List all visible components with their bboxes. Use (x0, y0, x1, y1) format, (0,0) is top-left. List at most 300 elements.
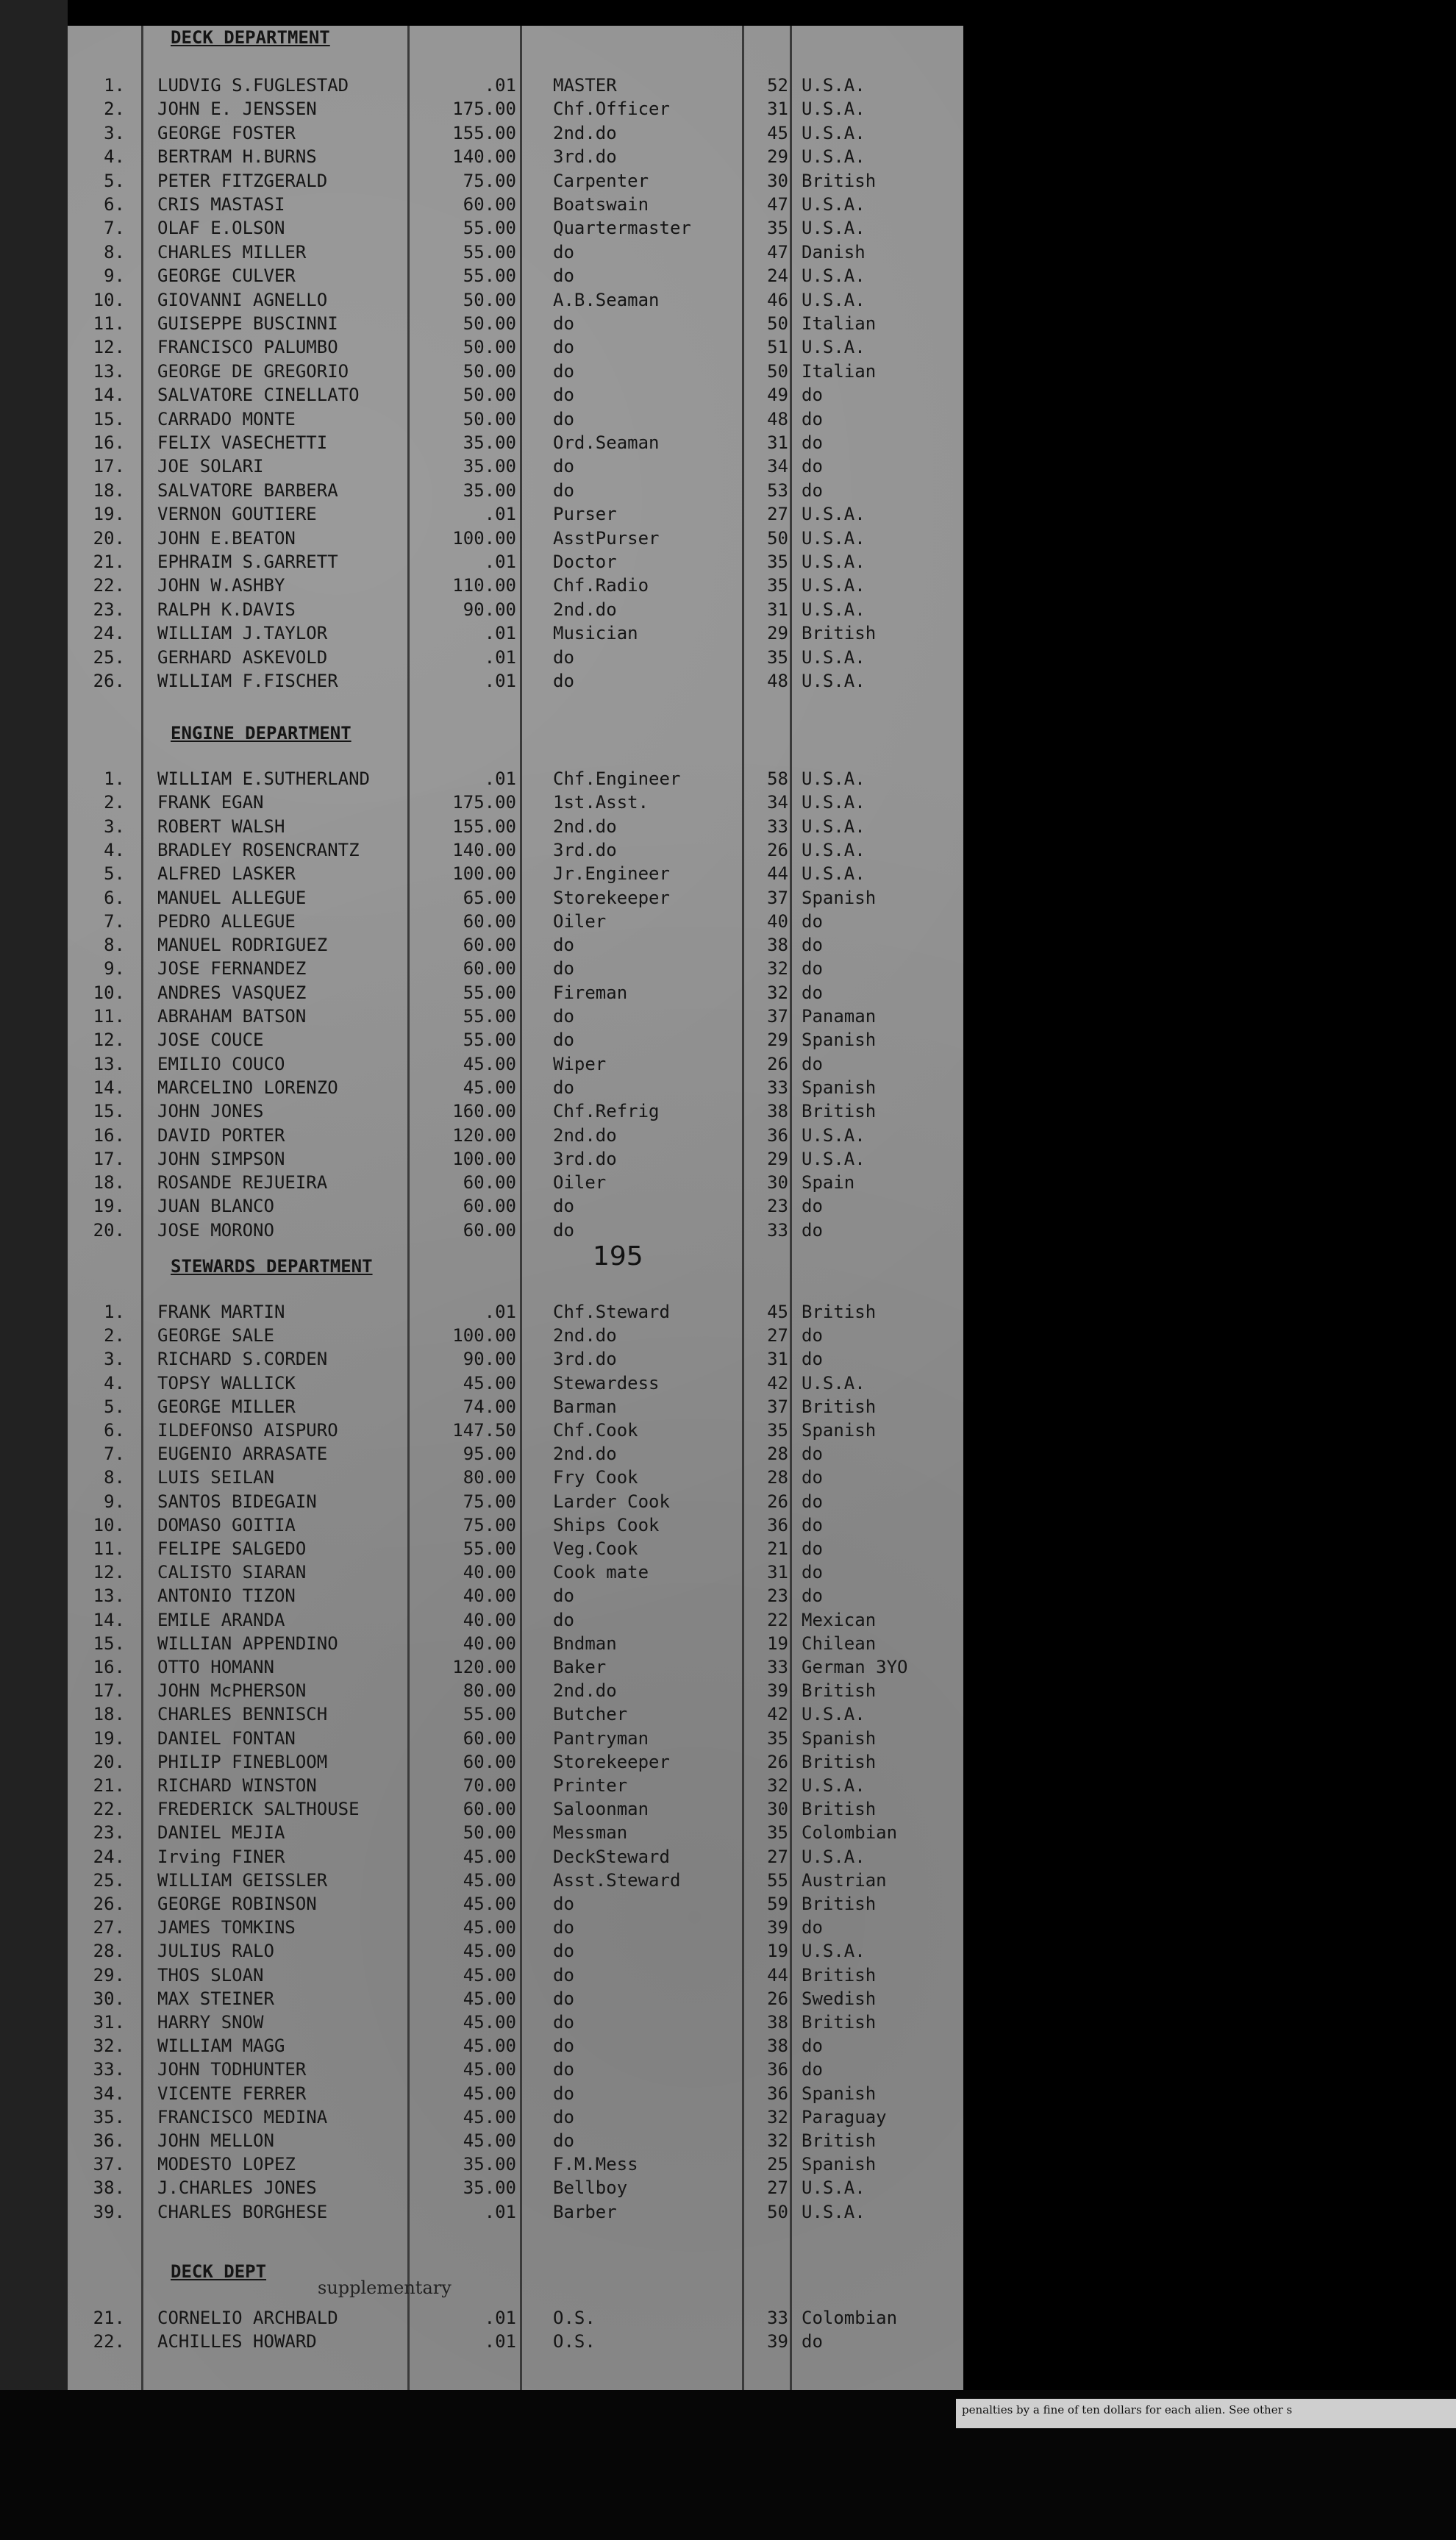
age: 36 (767, 2083, 788, 2104)
age: 33 (767, 1220, 788, 1241)
wage: 45.00 (463, 1917, 516, 1938)
rank: Purser (553, 504, 617, 524)
nationality: U.S.A. (802, 290, 866, 310)
nationality: British (802, 1894, 877, 1914)
wage: 50.00 (463, 361, 516, 382)
nationality: British (802, 2130, 877, 2151)
row-number: 32. (93, 2036, 125, 2056)
table-row (68, 1965, 963, 1987)
wage: 95.00 (463, 1444, 516, 1464)
table-row (68, 1515, 963, 1537)
crew-name: GEORGE FOSTER (157, 123, 296, 143)
crew-name: THOS SLOAN (157, 1965, 264, 1986)
wage: 45.00 (463, 1077, 516, 1098)
row-number: 29. (93, 1965, 125, 1986)
row-number: 18. (93, 480, 125, 501)
wage: .01 (484, 2308, 516, 2328)
table-row (68, 2036, 963, 2058)
age: 35 (767, 575, 788, 596)
wage: 50.00 (463, 290, 516, 310)
crew-name: PHILIP FINEBLOOM (157, 1752, 328, 1772)
wage: .01 (484, 671, 516, 691)
age: 34 (767, 792, 788, 813)
table-row (68, 552, 963, 574)
nationality: do (802, 1515, 823, 1535)
rank: 2nd.do (553, 1125, 617, 1146)
wage: 110.00 (452, 575, 516, 596)
wage: 55.00 (463, 1538, 516, 1559)
rank: Veg.Cook (553, 1538, 638, 1559)
age: 55 (767, 1870, 788, 1891)
nationality: U.S.A. (802, 1125, 866, 1146)
nationality: U.S.A. (802, 647, 866, 668)
crew-name: RALPH K.DAVIS (157, 599, 296, 620)
nationality: Swedish (802, 1988, 877, 2009)
wage: 160.00 (452, 1101, 516, 1121)
crew-name: HARRY SNOW (157, 2012, 264, 2033)
row-number: 6. (104, 888, 125, 908)
wage: .01 (484, 623, 516, 643)
row-number: 3. (104, 816, 125, 837)
row-number: 33. (93, 2059, 125, 2080)
wage: 75.00 (463, 1491, 516, 1512)
age: 34 (767, 456, 788, 477)
age: 42 (767, 1704, 788, 1724)
rank: Barman (553, 1396, 617, 1417)
rank: Doctor (553, 552, 617, 572)
section-header: ENGINE DEPARTMENT (171, 723, 351, 743)
crew-name: GEORGE CULVER (157, 265, 296, 286)
rank: Boatswain (553, 194, 649, 215)
nationality: do (802, 1054, 823, 1074)
age: 45 (767, 123, 788, 143)
rank: do (553, 2083, 574, 2104)
wage: 45.00 (463, 1941, 516, 1961)
table-row (68, 840, 963, 862)
crew-name: WILLIAN APPENDINO (157, 1633, 338, 1654)
nationality: do (802, 456, 823, 477)
rank: DeckSteward (553, 1847, 670, 1867)
crew-name: GIOVANNI AGNELLO (157, 290, 328, 310)
table-row (68, 2331, 963, 2353)
row-number: 18. (93, 1172, 125, 1193)
row-number: 10. (93, 290, 125, 310)
rank: 2nd.do (553, 1325, 617, 1346)
row-number: 15. (93, 1633, 125, 1654)
nationality: U.S.A. (802, 792, 866, 813)
nationality: U.S.A. (802, 1941, 866, 1961)
crew-name: FRANCISCO MEDINA (157, 2107, 328, 2127)
rank: Messman (553, 1822, 628, 1843)
row-number: 21. (93, 2308, 125, 2328)
age: 24 (767, 265, 788, 286)
nationality: do (802, 1467, 823, 1488)
row-number: 23. (93, 1822, 125, 1843)
footnote-text: penalties by a fine of ten dollars for each alien. See other s (962, 2403, 1293, 2416)
age: 30 (767, 1172, 788, 1193)
table-row (68, 1172, 963, 1194)
nationality: U.S.A. (802, 146, 866, 167)
table-row (68, 2177, 963, 2200)
crew-name: OLAF E.OLSON (157, 218, 285, 238)
nationality: British (802, 1752, 877, 1772)
table-row (68, 1728, 963, 1750)
crew-name: WILLIAM J.TAYLOR (157, 623, 328, 643)
row-number: 7. (104, 218, 125, 238)
age: 58 (767, 768, 788, 789)
table-row (68, 1799, 963, 1821)
table-row (68, 1633, 963, 1655)
nationality: U.S.A. (802, 840, 866, 860)
age: 27 (767, 1325, 788, 1346)
row-number: 17. (93, 456, 125, 477)
rank: do (553, 1917, 574, 1938)
age: 59 (767, 1894, 788, 1914)
age: 39 (767, 2331, 788, 2352)
table-row (68, 1752, 963, 1774)
rank: 3rd.do (553, 840, 617, 860)
row-number: 15. (93, 1101, 125, 1121)
table-row (68, 2059, 963, 2081)
crew-name: DANIEL FONTAN (157, 1728, 296, 1749)
wage: .01 (484, 2202, 516, 2222)
age: 28 (767, 1467, 788, 1488)
row-number: 22. (93, 1799, 125, 1819)
age: 25 (767, 2154, 788, 2175)
table-row (68, 1870, 963, 1892)
rank: do (553, 1965, 574, 1986)
table-row (68, 194, 963, 216)
nationality: U.S.A. (802, 218, 866, 238)
row-number: 5. (104, 1396, 125, 1417)
section-header: DECK DEPT (171, 2261, 267, 2282)
wage: 120.00 (452, 1657, 516, 1677)
age: 44 (767, 1965, 788, 1986)
crew-name: WILLIAM MAGG (157, 2036, 285, 2056)
wage: 74.00 (463, 1396, 516, 1417)
rank: 3rd.do (553, 1349, 617, 1369)
crew-name: JOHN SIMPSON (157, 1149, 285, 1169)
row-number: 13. (93, 1585, 125, 1606)
age: 39 (767, 1917, 788, 1938)
row-number: 15. (93, 409, 125, 429)
table-row (68, 1822, 963, 1844)
age: 36 (767, 2059, 788, 2080)
row-number: 10. (93, 1515, 125, 1535)
row-number: 13. (93, 1054, 125, 1074)
crew-name: VICENTE FERRER (157, 2083, 307, 2104)
table-row (68, 1420, 963, 1442)
wage: 60.00 (463, 1728, 516, 1749)
age: 39 (767, 1680, 788, 1701)
crew-name: MODESTO LOPEZ (157, 2154, 296, 2175)
wage: 45.00 (463, 1965, 516, 1986)
wage: 140.00 (452, 840, 516, 860)
table-row (68, 218, 963, 240)
crew-name: JOSE MORONO (157, 1220, 274, 1241)
table-row (68, 1444, 963, 1466)
age: 19 (767, 1633, 788, 1654)
rank: Musician (553, 623, 638, 643)
rank: Jr.Engineer (553, 863, 670, 884)
row-number: 26. (93, 1894, 125, 1914)
nationality: U.S.A. (802, 1704, 866, 1724)
wage: 60.00 (463, 958, 516, 979)
age: 36 (767, 1125, 788, 1146)
wage: 40.00 (463, 1610, 516, 1630)
age: 48 (767, 671, 788, 691)
table-row (68, 1302, 963, 1324)
age: 35 (767, 1420, 788, 1441)
age: 23 (767, 1585, 788, 1606)
crew-name: GEORGE ROBINSON (157, 1894, 317, 1914)
age: 32 (767, 2130, 788, 2151)
crew-name: JOHN E.BEATON (157, 528, 296, 549)
nationality: British (802, 1101, 877, 1121)
row-number: 1. (104, 768, 125, 789)
row-number: 6. (104, 194, 125, 215)
wage: 80.00 (463, 1467, 516, 1488)
table-row (68, 123, 963, 145)
row-number: 17. (93, 1680, 125, 1701)
table-row (68, 1149, 963, 1171)
table-row (68, 456, 963, 478)
row-number: 18. (93, 1704, 125, 1724)
age: 49 (767, 385, 788, 405)
age: 26 (767, 1491, 788, 1512)
row-number: 7. (104, 1444, 125, 1464)
crew-name: LUDVIG S.FUGLESTAD (157, 75, 349, 96)
row-number: 2. (104, 1325, 125, 1346)
table-row (68, 768, 963, 791)
rank: Pantryman (553, 1728, 649, 1749)
table-row (68, 385, 963, 407)
rank: Carpenter (553, 171, 649, 191)
wage: 100.00 (452, 528, 516, 549)
nationality: do (802, 2059, 823, 2080)
nationality: Mexican (802, 1610, 877, 1630)
rank: do (553, 480, 574, 501)
rank: MASTER (553, 75, 617, 96)
age: 38 (767, 2012, 788, 2033)
nationality: do (802, 409, 823, 429)
left-border-strip (0, 0, 68, 2390)
age: 29 (767, 146, 788, 167)
rank: do (553, 265, 574, 286)
nationality: U.S.A. (802, 1847, 866, 1867)
crew-name: JOHN E. JENSSEN (157, 99, 317, 119)
wage: 80.00 (463, 1680, 516, 1701)
nationality: U.S.A. (802, 504, 866, 524)
rank: do (553, 1585, 574, 1606)
rank: Printer (553, 1775, 628, 1796)
nationality: do (802, 2331, 823, 2352)
wage: 100.00 (452, 863, 516, 884)
rank: Asst.Steward (553, 1870, 681, 1891)
table-row (68, 480, 963, 502)
table-row (68, 1125, 963, 1147)
row-number: 24. (93, 1847, 125, 1867)
wage: .01 (484, 2331, 516, 2352)
age: 47 (767, 242, 788, 263)
row-number: 12. (93, 337, 125, 357)
rank: do (553, 242, 574, 263)
wage: 175.00 (452, 99, 516, 119)
crew-name: Irving FINER (157, 1847, 285, 1867)
nationality: do (802, 935, 823, 955)
age: 50 (767, 2202, 788, 2222)
rank: do (553, 935, 574, 955)
rank: 2nd.do (553, 599, 617, 620)
age: 38 (767, 2036, 788, 2056)
wage: 55.00 (463, 1030, 516, 1050)
crew-name: SANTOS BIDEGAIN (157, 1491, 317, 1512)
crew-name: CALISTO SIARAN (157, 1562, 307, 1583)
row-number: 20. (93, 1752, 125, 1772)
age: 31 (767, 599, 788, 620)
crew-name: WILLIAM F.FISCHER (157, 671, 338, 691)
crew-name: MARCELINO LORENZO (157, 1077, 338, 1098)
table-row (68, 1030, 963, 1052)
rank: do (553, 1941, 574, 1961)
table-row (68, 1101, 963, 1123)
rank: do (553, 671, 574, 691)
age: 23 (767, 1196, 788, 1216)
crew-name: VERNON GOUTIERE (157, 504, 317, 524)
table-row (68, 99, 963, 121)
rank: 2nd.do (553, 816, 617, 837)
age: 52 (767, 75, 788, 96)
table-row (68, 1467, 963, 1489)
wage: 100.00 (452, 1325, 516, 1346)
row-number: 16. (93, 1125, 125, 1146)
nationality: Panaman (802, 1006, 877, 1027)
nationality: do (802, 982, 823, 1003)
table-row (68, 1657, 963, 1679)
age: 33 (767, 816, 788, 837)
table-row (68, 337, 963, 359)
crew-name: JOHN W.ASHBY (157, 575, 285, 596)
row-number: 6. (104, 1420, 125, 1441)
row-number: 21. (93, 1775, 125, 1796)
wage: 155.00 (452, 816, 516, 837)
table-row (68, 599, 963, 621)
table-row (68, 1006, 963, 1028)
wage: 100.00 (452, 1149, 516, 1169)
row-number: 20. (93, 528, 125, 549)
nationality: Spanish (802, 1420, 877, 1441)
table-row (68, 290, 963, 312)
table-row (68, 1077, 963, 1099)
crew-name: OTTO HOMANN (157, 1657, 274, 1677)
wage: .01 (484, 1302, 516, 1322)
row-number: 4. (104, 1373, 125, 1394)
age: 37 (767, 1006, 788, 1027)
nationality: German 3YO (802, 1657, 908, 1677)
crew-name: JOSE COUCE (157, 1030, 264, 1050)
rank: Wiper (553, 1054, 607, 1074)
row-number: 34. (93, 2083, 125, 2104)
crew-name: CRIS MASTASI (157, 194, 285, 215)
rank: do (553, 2130, 574, 2151)
rank: do (553, 1006, 574, 1027)
rank: do (553, 2059, 574, 2080)
age: 33 (767, 1077, 788, 1098)
row-number: 5. (104, 171, 125, 191)
wage: 45.00 (463, 1870, 516, 1891)
crew-name: ANDRES VASQUEZ (157, 982, 307, 1003)
row-number: 22. (93, 575, 125, 596)
crew-name: TOPSY WALLICK (157, 1373, 296, 1394)
wage: 35.00 (463, 432, 516, 453)
rank: do (553, 2036, 574, 2056)
crew-name: JOSE FERNANDEZ (157, 958, 307, 979)
table-row (68, 146, 963, 168)
wage: 147.50 (452, 1420, 516, 1441)
table-row (68, 1054, 963, 1076)
age: 50 (767, 528, 788, 549)
age: 44 (767, 863, 788, 884)
rank: 3rd.do (553, 146, 617, 167)
crew-name: JUAN BLANCO (157, 1196, 274, 1216)
age: 29 (767, 1030, 788, 1050)
rank: Storekeeper (553, 1752, 670, 1772)
row-number: 2. (104, 99, 125, 119)
age: 27 (767, 2177, 788, 2198)
rank: do (553, 647, 574, 668)
crew-name: ILDEFONSO AISPURO (157, 1420, 338, 1441)
table-row (68, 1988, 963, 2011)
age: 21 (767, 1538, 788, 1559)
rank: 2nd.do (553, 1680, 617, 1701)
table-row (68, 2308, 963, 2330)
crew-name: LUIS SEILAN (157, 1467, 274, 1488)
rank: do (553, 1988, 574, 2009)
row-number: 10. (93, 982, 125, 1003)
row-number: 39. (93, 2202, 125, 2222)
wage: .01 (484, 647, 516, 668)
table-row (68, 863, 963, 885)
wage: 175.00 (452, 792, 516, 813)
row-number: 12. (93, 1030, 125, 1050)
rank: do (553, 385, 574, 405)
row-number: 25. (93, 647, 125, 668)
nationality: Colombian (802, 1822, 898, 1843)
manifest-sheet (68, 26, 963, 2390)
age: 26 (767, 1752, 788, 1772)
row-number: 11. (93, 1006, 125, 1027)
table-row (68, 1917, 963, 1939)
table-row (68, 671, 963, 693)
table-row (68, 1894, 963, 1916)
row-number: 16. (93, 432, 125, 453)
age: 31 (767, 99, 788, 119)
age: 46 (767, 290, 788, 310)
row-number: 36. (93, 2130, 125, 2151)
crew-name: GEORGE DE GREGORIO (157, 361, 349, 382)
table-row (68, 1491, 963, 1513)
row-number: 9. (104, 1491, 125, 1512)
wage: 45.00 (463, 1373, 516, 1394)
crew-name: GERHARD ASKEVOLD (157, 647, 328, 668)
age: 42 (767, 1373, 788, 1394)
table-row (68, 1562, 963, 1584)
age: 53 (767, 480, 788, 501)
wage: 60.00 (463, 1220, 516, 1241)
age: 30 (767, 171, 788, 191)
nationality: U.S.A. (802, 671, 866, 691)
table-row (68, 2154, 963, 2176)
